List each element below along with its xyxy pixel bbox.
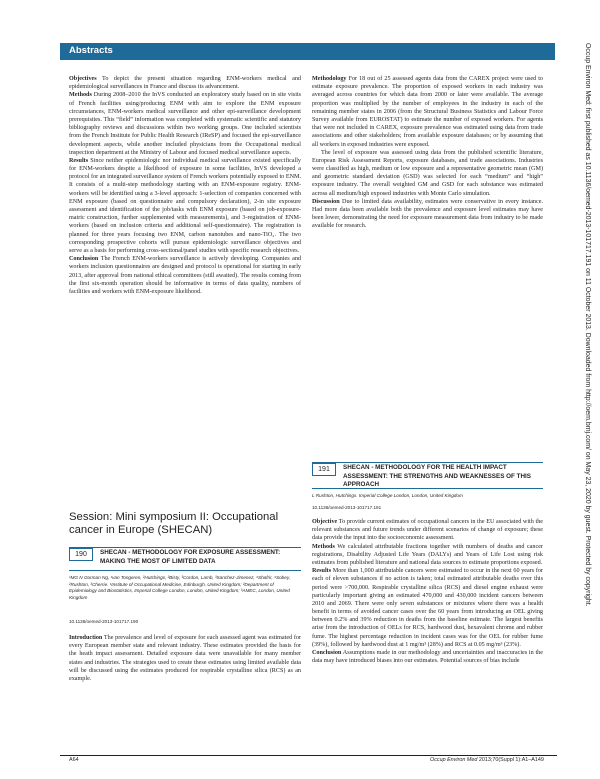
abstract-191-header — [312, 462, 543, 489]
abstract-190-title: SHECAN - METHODOLOGY FOR EXPOSURE ASSESSMENT: MAKING THE MOST OF LIMITED DATA — [100, 549, 281, 565]
methods-191-text: We calculated attributable fractions together with numbers of deaths and cancer registrations, Disability Adjusted Life Years (DALYs) and Years of Life Lost using risk estimates from published literature and national data sources to estimate proportions exposed. — [312, 543, 543, 566]
objectives-paragraph — [69, 75, 301, 91]
conclusion-191-text: Assumptions made in our methodology and uncertainties and inaccuracies in the data may have introduced biases into our estimates. Potential sources of bias include — [312, 650, 543, 665]
methods-191-paragraph — [312, 543, 543, 568]
methodology-label: Methodology — [312, 76, 347, 82]
session-title: Session: Mini symposium II: Occupational cancer in Europe (SHECAN) — [69, 511, 279, 536]
introduction-paragraph — [69, 634, 301, 683]
results-paragraph — [69, 157, 301, 255]
methods-paragraph — [69, 91, 301, 157]
conclusion-paragraph — [69, 255, 301, 296]
objective-text: To provide current estimates of occupational cancers in the EU associated with the relevant substances and future trends under different scenarios of change of exposure; these data provide the input into the socioeconomic assessment. — [312, 519, 543, 542]
discussion-text: Due to limited data availability, estimates were conservative in every instance. Had more data been available both the prevalence and exposure level estimates may have been lower, demonstrating the need for exposure measurement data from industry to be made available for research. — [312, 198, 543, 230]
results-191-text: More than 1,000 attributable cancers were estimated to occur in the next 60 years for each of eleven substances if no action is taken; total estimated attributable deaths over this period were >700,000. Respirable crystalline silica (RCS) and diesel engine exhaust were particularly important giving an estimated 470,000 and 430,000 incident cancers between 2010 and 2069. There were only seven substances or mixtures where there was a health benefit in terms of avoided cancer cases over the 60 years from introducing an OEL giving between 0.2% and 39% reduction in deaths from the baseline estimate. The largest benefits arise from the introduction of OELs for RCS, hardwood dust, hexavalent chrome and rubber fume. The highest percentage reduction in incident cases was for the OEL for rubber fume (39%), followed by hardwood dust at 1 mg/m³ (28%) and RCS at 0.05 mg/m³ (23%). — [312, 568, 543, 648]
section-header-bar — [60, 43, 555, 60]
conclusion-191-paragraph — [312, 649, 543, 665]
objectives-text: To depict the present situation regarding ENM-workers medical and epidemiological surveillances in France and discuss its advancement. — [69, 76, 301, 91]
methods-label: Methods — [69, 92, 92, 99]
results-text: Since neither epidemiologic nor individual medical surveillance existed specifically for ENM-workers despite a likelihood of exposure in some facilities, InVS developed a protocol for an integrated surveillance system of French workers potentially exposed to ENM. It consists of a multi-step methodology starting with an ENM-exposure registry. ENM-workers will be identified using a 3-level approach: 1-selection of companies concerned with ENM exposure (based on questionnaire and compulsory declaration), 2-in site exposure assessment and identification of the job/tasks with ENM exposure (based on job-exposure-matric construction, further supplemented with measurements), and 3-registration of ENM-workers (based on inclusion criteria and additional self-questionnaire). The registration is planned for three years focusing two ENM, carbon nanotubes and nano-TiO₂. The two corresponding prospective cohorts will pursue epidemiologic surveillance objectives and serve as a basis for performing cross-sectional/panel studies with specific research objectives. — [69, 157, 301, 254]
results-label: Results — [69, 157, 89, 164]
abstract-190-header — [69, 547, 301, 571]
results-191-label: Results — [312, 568, 332, 575]
introduction-text: The prevalence and level of exposure for each assessed agent was estimated for every European member state and relevant industry. These estimates provided the basis for the heath impact assessment. Detailed exposure data were unavailable for many member states and industries. The strategies used to create these estimates using limited available data will be discussed using the estimates produced for respirable crystalline silica (RCS) as an example. — [69, 635, 301, 682]
methodology-paragraph — [312, 75, 543, 149]
objective-label: Objective — [312, 519, 338, 525]
side-copyright-note — [581, 43, 594, 755]
results-191-paragraph — [312, 567, 543, 649]
section-header-title: Abstracts — [69, 45, 113, 56]
footer-rule — [60, 755, 557, 756]
discussion-paragraph — [312, 198, 543, 231]
footer-citation — [430, 757, 544, 763]
side-copyright-text: Occup Environ Med: first published as 10.1136/oemed-2013-101717.191 on 11 October 2013. Downloaded from http://oem.bmj.com/ on May 23, 2020 by guest. Protected by copyright. — [584, 43, 591, 607]
abstract-191-doi[interactable]: 10.1136/oemed-2013-101717.191 — [312, 505, 382, 510]
conclusion-label: Conclusion — [69, 256, 99, 263]
methodology-text: For 18 out of 25 assessed agents data from the CAREX project were used to estimate exposure prevalence. The proportion of exposed workers in each industry was averaged across countries for which data from 2000 or later were available. The average proportion was multiplied by the number of employees in the industry in each of the remaining member states in 2006 (from the Structural Business Statistics and Labour Force Survey available from EUROSTAT) to estimate the number of exposed workers. For agents that were not included in CAREX, exposure prevalence was estimated using data from trade associations and other stakeholders; from available exposure databases; or by assuming that all workers in exposed industries were exposed. — [312, 76, 543, 148]
journal-volume: 2013;70(Suppl 1):A1–A149 — [478, 757, 544, 763]
conclusion-191-label: Conclusion — [312, 650, 342, 656]
abstract-191-title: SHECAN - METHODOLOGY FOR THE HEALTH IMPACT ASSESSMENT: THE STRENGTHS AND WEAKNESSES OF THIS APPROACH — [343, 464, 531, 489]
right-column — [312, 75, 543, 231]
abstract-191-number: 191 — [312, 463, 336, 476]
methods-191-label: Methods — [312, 543, 335, 550]
methods-text: During 2008–2010 the InVS conducted an exploratory study based on in site visits of French facilities using/producing ENM with aim to explore the ENM exposure circumstances, ENM-workers medical surveillance and other epi-surveillance development prerequisites. This “field” information was completed with systematic scientific and statutory bibliography reviews and discussions within two working groups. One included scientists from the French Institute for Public Health Research (IReSP) and focused the epi-surveillance development aspects, while another included physicians from the Occupational medical inspection department at the Ministry of Labour and focused medical surveillance aspects. — [69, 92, 302, 156]
left-column — [69, 75, 301, 296]
abstract-191-body — [312, 518, 543, 665]
introduction-label: Introduction — [69, 635, 103, 641]
abstract-190-body — [69, 634, 301, 683]
conclusion-text: The French ENM-workers surveillance is actively developing. Companies and workers inclusion questionnaires are designed and protocol is operational for starting in early 2013, after approval from national ethical committees (still awaited). The results coming from the first six-month operation should be informative in terms of data quality, numbers of facilities and workers with ENM-exposure likelihood. — [69, 256, 301, 295]
journal-name: Occup Environ Med — [430, 757, 478, 763]
abstract-190-number: 190 — [69, 548, 93, 561]
abstract-191-authors: L Rushton, Hutchings. Imperial College London, London, United Kingdom — [312, 493, 463, 498]
objective-paragraph — [312, 518, 543, 543]
exposure-level-paragraph: The level of exposure was assessed using data from the published scientific literature, European Risk Assessment Reports, exposure databases, and trade associations. Industries were classified as high, medium or low exposure and a representative geometric mean (GM) and geometric standard deviation (GSD) was selected for each “medium” and “high” exposure industry. The overall weighted GM and GSD for each substance was estimated across all medium/high exposed industries with Monte Carlo simulation. — [312, 149, 543, 197]
page-number: A64 — [69, 757, 79, 763]
abstract-190-doi[interactable]: 10.1136/oemed-2013-101717.190 — [69, 619, 139, 624]
abstract-190-authors: ¹MG N Gorman Ng, ¹van Tongeren, ²Hutchings, ²Bisty, ³Cordon, Lamb, ³Sanchez-Jimenez, ⁴Shafrir, ⁴Sobey, ²Rushton, ³Cherrie. ¹Institute of Occupational Medicine, Edinburgh, United Kingdom; ²Department of Epidemiology and Biostatistics, Imperial College London, London, United Kingdom; ³AMEC, London, United Kingdom — [69, 575, 291, 600]
objectives-label: Objectives — [69, 76, 97, 82]
discussion-label: Discussion — [312, 198, 340, 205]
